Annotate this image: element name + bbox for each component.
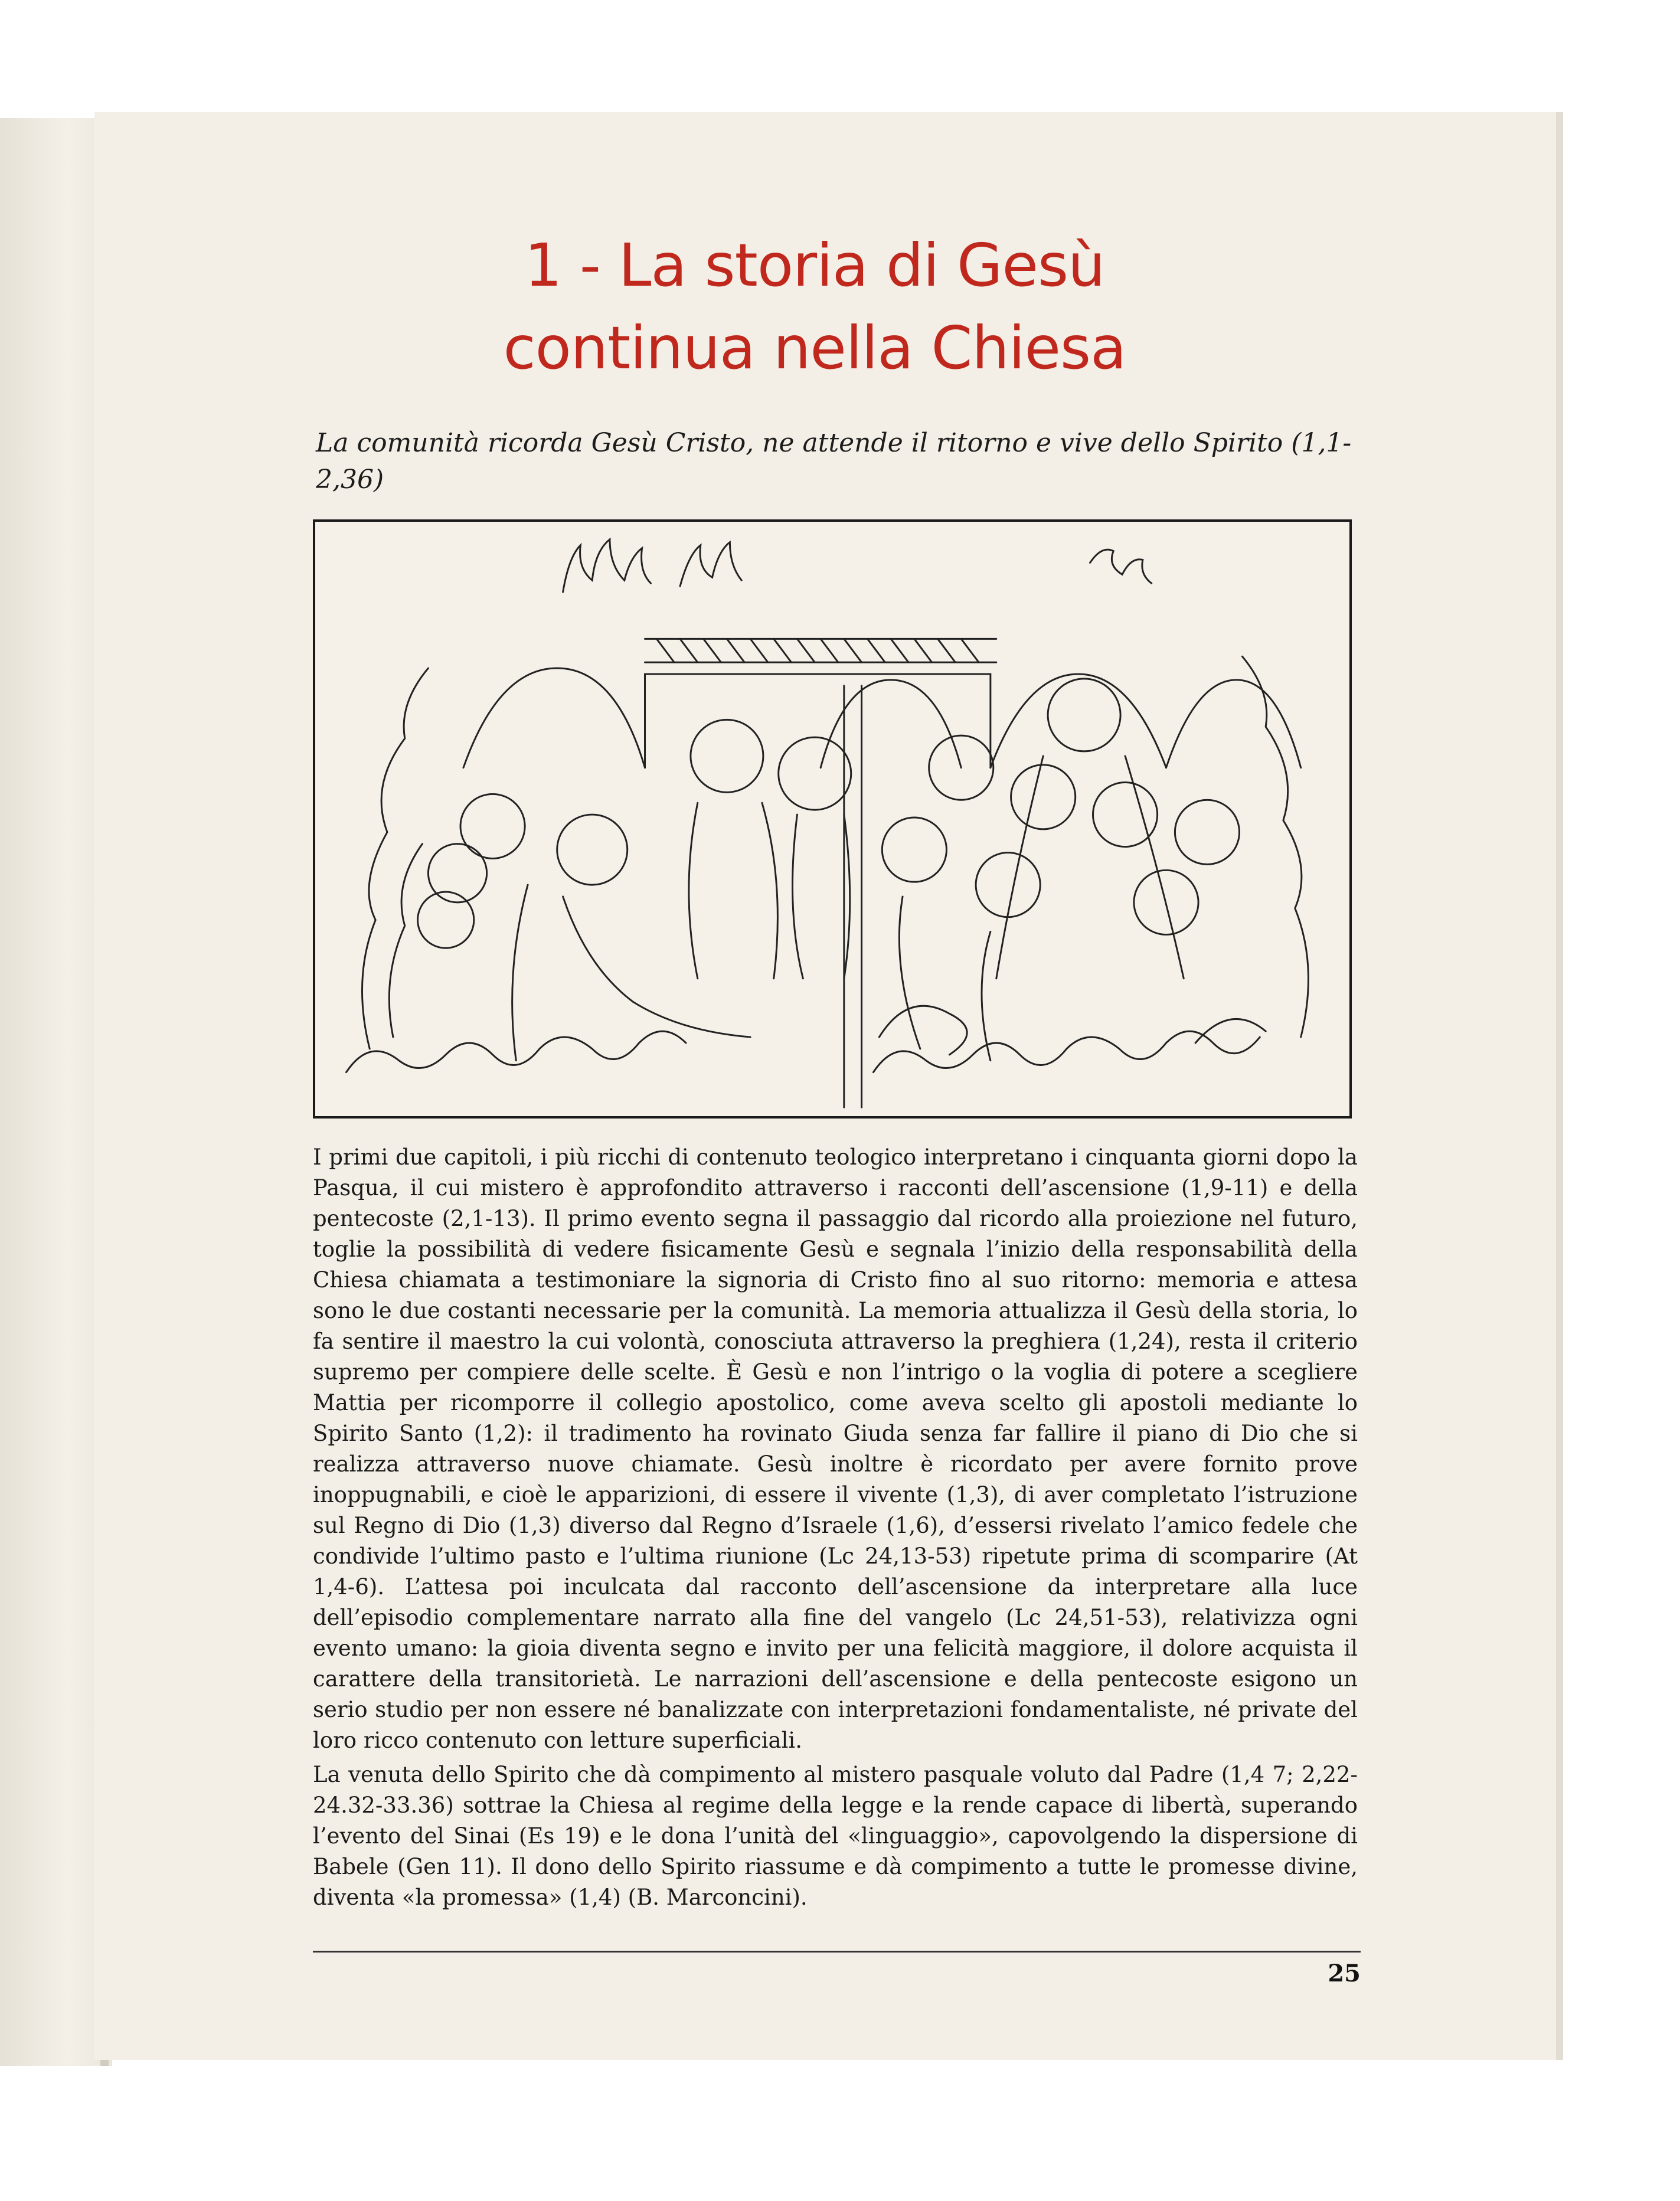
title-line-1: 1 - La storia di Gesù: [524, 231, 1105, 300]
chapter-subtitle: La comunità ricorda Gesù Cristo, ne attende il ritorno e vive dello Spirito (1,1-2,36): [316, 428, 1352, 495]
paragraph-2: La venuta dello Spirito che dà compimento al mistero pasquale voluto dal Padre (1,4 7; 2,22-24.32-33.36) sottrae la Chiesa al regime della legge e la rende capace di libertà, superando l’evento del Sinai (Es 19) e le dona l’unità del «linguaggio», capovolgendo la dispersione di Babele (Gen 11). Il dono dello Spirito riassume e dà compimento a tutte le promesse divine, diventa «la promessa» (1,4) (B. Marconcini).: [313, 1762, 1358, 1910]
title-line-2: continua nella Chiesa: [503, 313, 1126, 382]
pentecost-illustration: [313, 519, 1352, 1119]
page-edge-shadow: [1556, 112, 1563, 2060]
paragraph-1: I primi due capitoli, i più ricchi di contenuto teologico interpretano i cinquanta giorni dopo la Pasqua, il cui mistero è approfondito attraverso i racconti dell’ascensione (1,9-11) e della pentecoste (2,1-13). Il primo evento segna il passaggio dal ricordo alla proiezione nel futuro, toglie la possibilità di vedere fisicamente Gesù e segnala l’inizio della responsabilità della Chiesa chiamata a testimoniare la signoria di Cristo fino al suo ritorno: memoria e attesa sono le due costanti necessarie per la comunità. La memoria attualizza il Gesù della storia, lo fa sentire il maestro la cui volontà, conosciuta attraverso la preghiera (1,24), resta il criterio supremo per compiere delle scelte. È Gesù e non l’intrigo o la voglia di potere a scegliere Mattia per ricomporre il collegio apostolico, come aveva scelto gli apostoli mediante lo Spirito Santo (1,2): il tradimento ha rovinato Giuda senza far fallire il piano di Dio che si realizza attraverso nuove chiamate. Gesù inoltre è ricordato per avere fornito prove inoppugnabili, e cioè le apparizioni, di essere il vivente (1,3), di aver completato l’istruzione sul Regno di Dio (1,3) diverso dal Regno d’Israele (1,6), d’essersi rivelato l’amico fedele che condivide l’ultimo pasto e l’ultima riunione (Lc 24,13-53) ripetute prima di scomparire (At 1,4-6). L’attesa poi inculcata dal racconto dell’ascensione da interpretare alla luce dell’episodio complementare narrato alla fine del vangelo (Lc 24,51-53), relativizza ogni evento umano: la gioia diventa segno e invito per una felicità maggiore, il dolore acquista il carattere della transitorietà. Le narrazioni dell’ascensione e della pentecoste esigono un serio studio per non essere né banalizzate con interpretazioni fondamentaliste, né private del loro ricco contenuto con letture superficiali.: [313, 1144, 1358, 1753]
body-text: [313, 1142, 1358, 1917]
page-number: 25: [1328, 1960, 1361, 1987]
footer-rule: [313, 1951, 1361, 1953]
chapter-title: [307, 224, 1322, 390]
line-drawing: [315, 522, 1349, 1116]
